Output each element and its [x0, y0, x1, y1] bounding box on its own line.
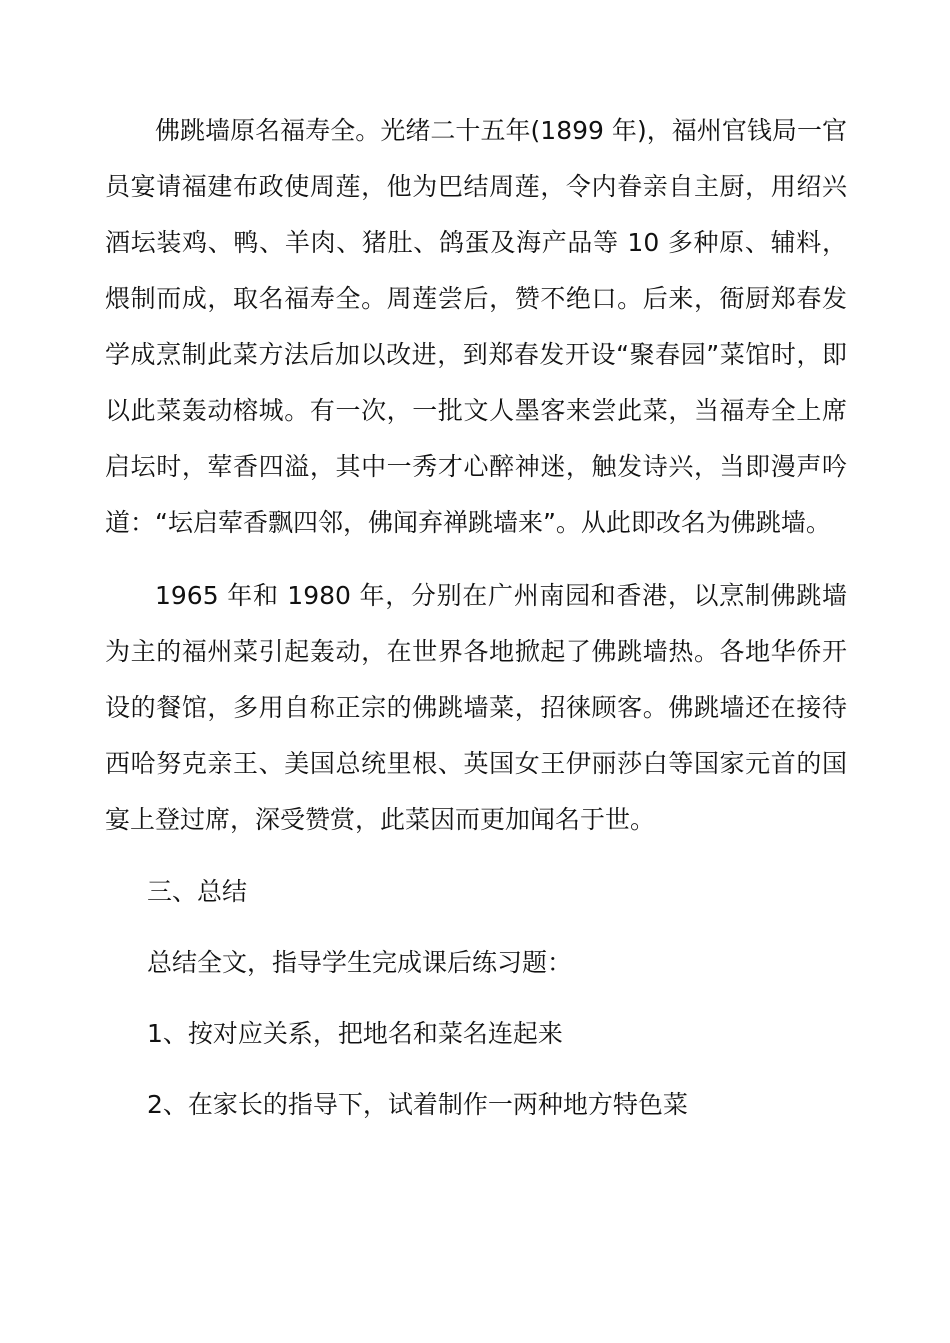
section-heading: 三、总结 — [147, 877, 248, 906]
exercise-item: 2、在家长的指导下，试着制作一两种地方特色菜 — [147, 1090, 688, 1119]
body-paragraph-history: 佛跳墙原名福寿全。光绪二十五年(1899 年)，福州官钱局一官员宴请福建布政使周莲，他为巴结周莲，令内眷亲自主厨，用绍兴酒坛装鸡、鸭、羊肉、猪肚、鸽蛋及海产品等 10 多种原、辅料，煨制而成，取名福寿全。周莲尝后，赞不绝口。后来，衙厨郑春发学成烹制此菜方法后加以改进，到郑春发开设“聚春园”菜馆时，即以此菜轰动榕城。有一次，一批文人墨客来尝此菜，当福寿全上席启坛时，荤香四溢，其中一秀才心醉神迷，触发诗兴，当即漫声吟道：“坛启荤香飘四邻，佛闻弃禅跳墙来”。从此即改名为佛跳墙。 — [105, 116, 847, 537]
exercise-item: 1、按对应关系，把地名和菜名连起来 — [147, 1019, 563, 1048]
body-paragraph-fame: 1965 年和 1980 年，分别在广州南园和香港，以烹制佛跳墙为主的福州菜引起轰动，在世界各地掀起了佛跳墙热。各地华侨开设的餐馆，多用自称正宗的佛跳墙菜，招徕顾客。佛跳墙还在接待西哈努克亲王、美国总统里根、英国女王伊丽莎白等国家元首的国宴上登过席，深受赞赏，此菜因而更加闻名于世。 — [105, 581, 847, 834]
summary-line: 总结全文，指导学生完成课后练习题： — [147, 948, 573, 977]
